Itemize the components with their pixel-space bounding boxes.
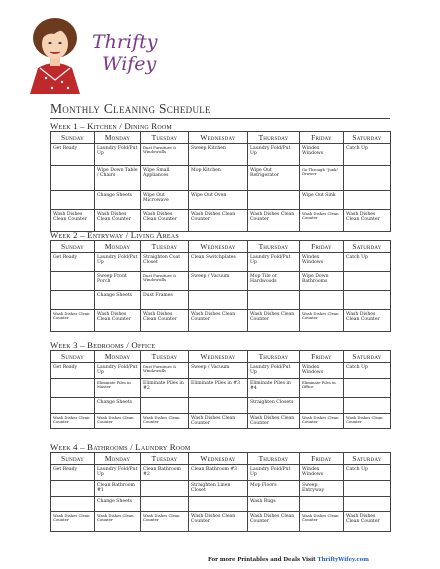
day-header-monday: Monday: [95, 351, 141, 363]
task-cell: Wash Dishes Clean Counter: [248, 512, 300, 532]
task-cell: Clean Bathroom #1: [95, 481, 141, 497]
task-cell: Get Ready: [51, 363, 95, 379]
table-row: [51, 363, 391, 379]
task-cell: Catch Up: [344, 253, 391, 272]
table-row: [51, 144, 391, 166]
task-cell: Change Sheets: [95, 291, 141, 310]
task-cell: Wash Dishes Clean Counter: [344, 210, 391, 232]
task-cell: [344, 497, 391, 512]
task-cell: Wash Dishes Clean Counter: [300, 512, 344, 532]
task-cell: Straighten Linen Closet: [189, 481, 248, 497]
task-cell: Get Ready: [51, 253, 95, 272]
table-row: [51, 310, 391, 332]
task-cell: Wash Dishes Clean Counter: [189, 414, 248, 429]
task-cell: [51, 191, 95, 210]
day-header-tuesday: Tuesday: [141, 241, 189, 253]
task-cell: Wash Dishes Clean Counter: [95, 310, 141, 332]
day-header-wednesday: Wednesday: [189, 132, 248, 144]
task-cell: Change Sheets: [95, 497, 141, 512]
table-row: [51, 465, 391, 481]
task-cell: [51, 379, 95, 398]
task-cell: Mop Kitchen: [189, 166, 248, 191]
task-cell: Dust Furniture & Windowsills: [141, 363, 189, 379]
task-cell: Dust Furniture & Windowsills: [141, 272, 189, 291]
task-cell: Wipe Out Sink: [300, 191, 344, 210]
task-cell: Wash Dishes Clean Counter: [95, 414, 141, 429]
task-cell: Wash Dishes Clean Counter: [300, 414, 344, 429]
task-cell: Wash Dishes Clean Counter: [248, 414, 300, 429]
week-3-title: Week 3 – Bedrooms / Office: [50, 340, 156, 350]
task-cell: Catch Up: [344, 465, 391, 481]
task-cell: Clean Switchplates: [189, 253, 248, 272]
task-cell: Wash Dishes Clean Counter: [141, 414, 189, 429]
footer-text: For more Printables and Deals Visit: [208, 557, 318, 563]
task-cell: Dust Furniture & Windowsills: [141, 144, 189, 166]
day-header-wednesday: Wednesday: [189, 241, 248, 253]
task-cell: Wash Dishes Clean Counter: [95, 210, 141, 232]
day-header-saturday: Saturday: [344, 241, 391, 253]
task-cell: [189, 291, 248, 310]
day-header-sunday: Sunday: [51, 132, 95, 144]
week-2-title: Week 2 – Entryway / Living Areas: [50, 230, 179, 240]
task-cell: [189, 398, 248, 414]
task-cell: Sweep Front Porch: [95, 272, 141, 291]
task-cell: [51, 481, 95, 497]
task-cell: [300, 497, 344, 512]
day-header-monday: Monday: [95, 241, 141, 253]
thrifty-wifey-logo: [10, 8, 180, 94]
task-cell: Wash Dishes Clean Counter: [51, 512, 95, 532]
task-cell: Straighten Closets: [248, 398, 300, 414]
task-cell: [300, 291, 344, 310]
day-header-monday: Monday: [95, 132, 141, 144]
day-header-thursday: Thursday: [248, 453, 300, 465]
task-cell: [344, 166, 391, 191]
table-row: [51, 512, 391, 532]
task-cell: Windex Windows: [300, 465, 344, 481]
task-cell: Go Through "Junk" Drawer: [300, 166, 344, 191]
task-cell: Laundry Fold/Put Up: [95, 144, 141, 166]
task-cell: Wash Dishes Clean Counter: [300, 310, 344, 332]
task-cell: [344, 398, 391, 414]
task-cell: Wash Dishes Clean Counter: [141, 512, 189, 532]
table-row: [51, 166, 391, 191]
task-cell: Laundry Fold/Put Up: [248, 363, 300, 379]
task-cell: Windex Windows: [300, 363, 344, 379]
task-cell: Wash Dishes Clean Counter: [344, 310, 391, 332]
table-row: [51, 379, 391, 398]
task-cell: [51, 398, 95, 414]
day-header-tuesday: Tuesday: [141, 132, 189, 144]
task-cell: Laundry Fold/Put Up: [248, 465, 300, 481]
logo-text-line2: Wifey: [102, 53, 157, 75]
task-cell: Laundry Fold/Put Up: [95, 253, 141, 272]
task-cell: Get Ready: [51, 144, 95, 166]
task-cell: Change Sheets: [95, 398, 141, 414]
table-row: [51, 497, 391, 512]
task-cell: Mop Floors: [248, 481, 300, 497]
day-header-thursday: Thursday: [248, 241, 300, 253]
logo-text-line1: Thrifty: [92, 31, 158, 53]
week-4-title: Week 4 – Bathrooms / Laundry Room: [50, 442, 191, 452]
task-cell: Wash Dishes Clean Counter: [248, 310, 300, 332]
task-cell: [344, 191, 391, 210]
task-cell: Wash Dishes Clean Counter: [141, 210, 189, 232]
day-header-tuesday: Tuesday: [141, 453, 189, 465]
task-cell: Wipe Out Refrigerator: [248, 166, 300, 191]
day-header-saturday: Saturday: [344, 453, 391, 465]
day-header-friday: Friday: [300, 241, 344, 253]
day-header-friday: Friday: [300, 453, 344, 465]
task-cell: Wash Rugs: [248, 497, 300, 512]
task-cell: Wipe Out Microwave: [141, 191, 189, 210]
task-cell: Windex Windows: [300, 144, 344, 166]
day-header-thursday: Thursday: [248, 351, 300, 363]
task-cell: Change Sheets: [95, 191, 141, 210]
task-cell: [51, 291, 95, 310]
task-cell: Get Ready: [51, 465, 95, 481]
task-cell: Wipe Down Bathrooms: [300, 272, 344, 291]
task-cell: Wash Dishes Clean Counter: [344, 512, 391, 532]
task-cell: Wash Dishes Clean Counter: [248, 210, 300, 232]
task-cell: Wash Dishes Clean Counter: [300, 210, 344, 232]
task-cell: Catch Up: [344, 363, 391, 379]
task-cell: [344, 481, 391, 497]
week-4-table: [50, 452, 391, 532]
task-cell: Wipe Down Table / Chairs: [95, 166, 141, 191]
table-row: [51, 253, 391, 272]
task-cell: Eliminate Piles in Master: [95, 379, 141, 398]
footer: [208, 557, 369, 563]
task-cell: Wash Dishes Clean Counter: [51, 414, 95, 429]
task-cell: Wash Dishes Clean Counter: [95, 512, 141, 532]
task-cell: [51, 272, 95, 291]
day-header-thursday: Thursday: [248, 132, 300, 144]
task-cell: Sweep Kitchen: [189, 144, 248, 166]
task-cell: [51, 166, 95, 191]
task-cell: [248, 191, 300, 210]
task-cell: Mop Tile or Hardwoods: [248, 272, 300, 291]
table-row: [51, 210, 391, 232]
table-row: [51, 291, 391, 310]
task-cell: [344, 379, 391, 398]
task-cell: [248, 291, 300, 310]
page-title: Monthly Cleaning Schedule: [50, 101, 211, 116]
task-cell: Wash Dishes Clean Counter: [189, 512, 248, 532]
task-cell: Sweep / Vacuum: [189, 272, 248, 291]
task-cell: Wash Dishes Clean Counter: [141, 310, 189, 332]
task-cell: Eliminate Piles in Office: [300, 379, 344, 398]
task-cell: Sweep / Vacuum: [189, 363, 248, 379]
task-cell: Wash Dishes Clean Counter: [51, 210, 95, 232]
task-cell: Dust Frames: [141, 291, 189, 310]
task-cell: Catch Up: [344, 144, 391, 166]
title-divider: [50, 118, 390, 119]
task-cell: Eliminate Piles in #3: [189, 379, 248, 398]
day-header-saturday: Saturday: [344, 132, 391, 144]
task-cell: Wash Dishes Clean Counter: [189, 310, 248, 332]
task-cell: Laundry Fold/Put Up: [95, 363, 141, 379]
task-cell: [300, 398, 344, 414]
day-header-friday: Friday: [300, 351, 344, 363]
task-cell: Wash Dishes Clean Counter: [344, 414, 391, 429]
day-header-sunday: Sunday: [51, 453, 95, 465]
day-header-wednesday: Wednesday: [189, 453, 248, 465]
task-cell: Eliminate Piles in #2: [141, 379, 189, 398]
task-cell: Wash Dishes Clean Counter: [189, 210, 248, 232]
task-cell: Clean Bathroom #2: [141, 465, 189, 481]
task-cell: Laundry Fold/Put Up: [95, 465, 141, 481]
table-row: [51, 191, 391, 210]
day-header-tuesday: Tuesday: [141, 351, 189, 363]
week-1-title: Week 1 – Kitchen / Dining Room: [50, 121, 172, 131]
table-row: [51, 414, 391, 429]
table-row: [51, 481, 391, 497]
day-header-saturday: Saturday: [344, 351, 391, 363]
day-header-friday: Friday: [300, 132, 344, 144]
week-3-table: [50, 350, 391, 429]
task-cell: Sweep Entryway: [300, 481, 344, 497]
task-cell: Clean Bathroom #3: [189, 465, 248, 481]
day-header-sunday: Sunday: [51, 241, 95, 253]
task-cell: [189, 497, 248, 512]
day-header-wednesday: Wednesday: [189, 351, 248, 363]
task-cell: [344, 291, 391, 310]
task-cell: Wipe Out Oven: [189, 191, 248, 210]
task-cell: [141, 497, 189, 512]
footer-link[interactable]: ThriftyWifey.com: [317, 557, 369, 563]
task-cell: Laundry Fold/Put Up: [248, 144, 300, 166]
task-cell: Wash Dishes Clean Counter: [51, 310, 95, 332]
task-cell: [141, 398, 189, 414]
task-cell: [344, 272, 391, 291]
week-1-table: [50, 131, 391, 232]
week-2-table: [50, 240, 391, 332]
table-row: [51, 398, 391, 414]
task-cell: [141, 481, 189, 497]
task-cell: Wipe Small Appliances: [141, 166, 189, 191]
task-cell: Windex Windows: [300, 253, 344, 272]
task-cell: Laundry Fold/Put Up: [248, 253, 300, 272]
day-header-monday: Monday: [95, 453, 141, 465]
task-cell: Eliminate Piles in #4: [248, 379, 300, 398]
day-header-sunday: Sunday: [51, 351, 95, 363]
task-cell: Straighten Coat Closet: [141, 253, 189, 272]
task-cell: [51, 497, 95, 512]
table-row: [51, 272, 391, 291]
